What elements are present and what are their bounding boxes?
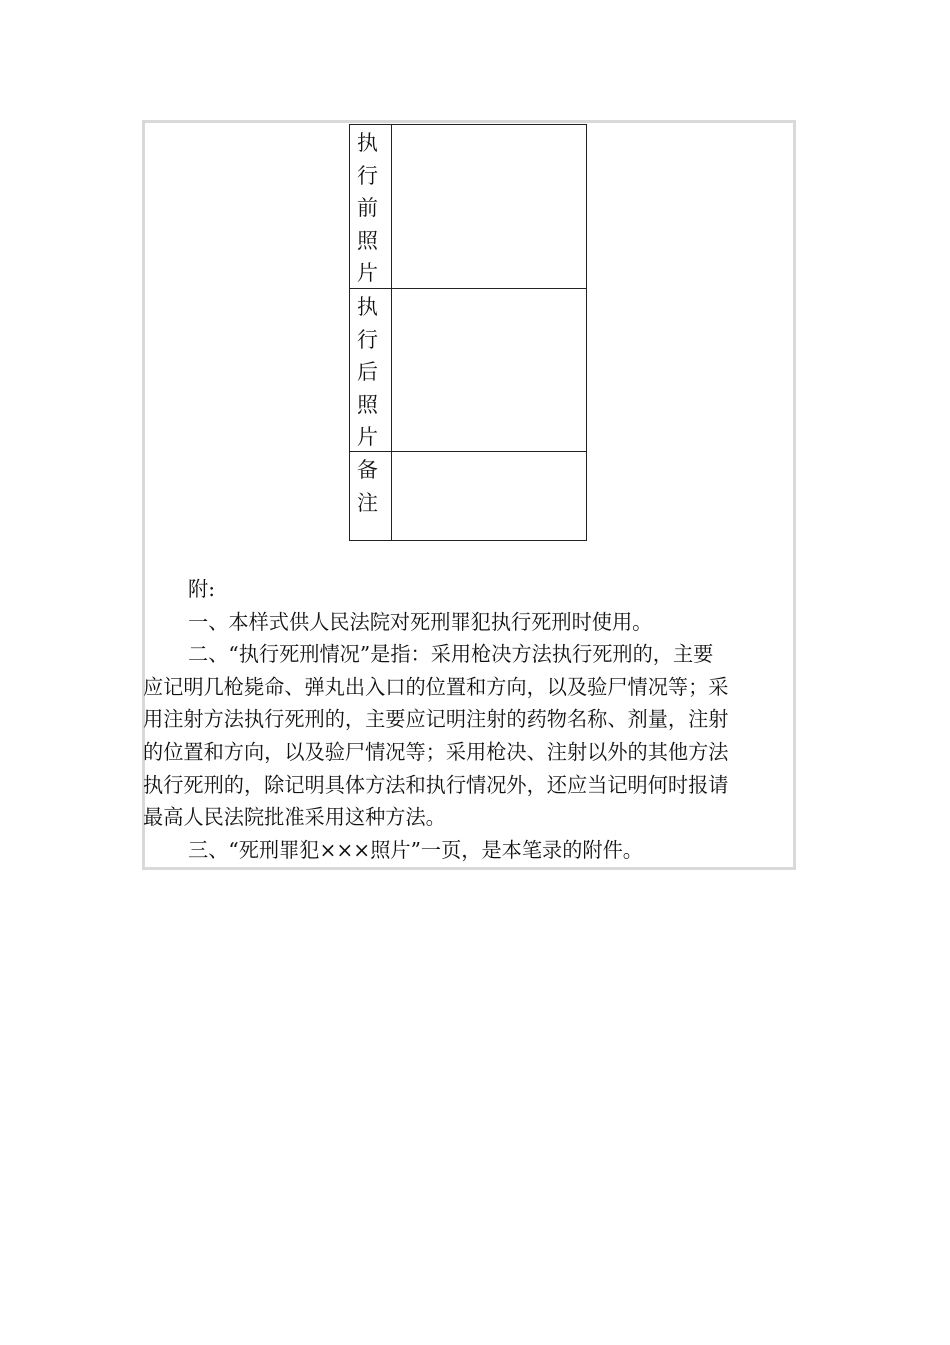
note-item-2-line-1 [143,638,751,671]
note-item-1-line [143,606,751,639]
note-item-2-line-4: 的位置和方向，以及验尸情况等；采用枪决、注射以外的其他方法 [143,739,729,764]
before-execution-photo-label: 执行前照片 [357,131,378,286]
table-row-before-photo [350,125,586,289]
table-row-after-photo [350,288,586,452]
note-item-2-line-3: 用注射方法执行死刑的，主要应记明注射的药物名称、剂量，注射 [143,707,729,732]
note-item-3-line [143,834,751,867]
after-execution-photo-area [392,289,586,452]
note-item-2-line-2: 应记明几枪毙命、弹丸出入口的位置和方向，以及验尸情况等；采 [143,674,729,699]
note-item-1: 一、本样式供人民法院对死刑罪犯执行死刑时使用。 [188,609,653,634]
note-item-2-line-5: 执行死刑的，除记明具体方法和执行情况外，还应当记明何时报请 [143,772,729,797]
photo-record-table [349,124,587,541]
remarks-area [392,452,586,541]
remarks-label: 备注 [357,458,378,515]
note-item-3: 三、“死刑罪犯×××照片”一页，是本笔录的附件。 [188,837,643,862]
before-execution-photo-area [392,125,586,289]
after-execution-photo-label: 执行后照片 [357,295,378,450]
note-item-2-line-6: 最高人民法院批准采用这种方法。 [143,805,446,830]
label-cell [350,289,392,452]
table-row-remarks [350,451,586,541]
appendix-notes [143,573,751,866]
label-cell [350,125,392,289]
appendix-heading: 附: [188,577,215,601]
appendix-heading-line [143,573,751,606]
label-cell [350,452,392,541]
note-item-2-text: 二、“执行死刑情况”是指：采用枪决方法执行死刑的，主要 [188,642,714,667]
